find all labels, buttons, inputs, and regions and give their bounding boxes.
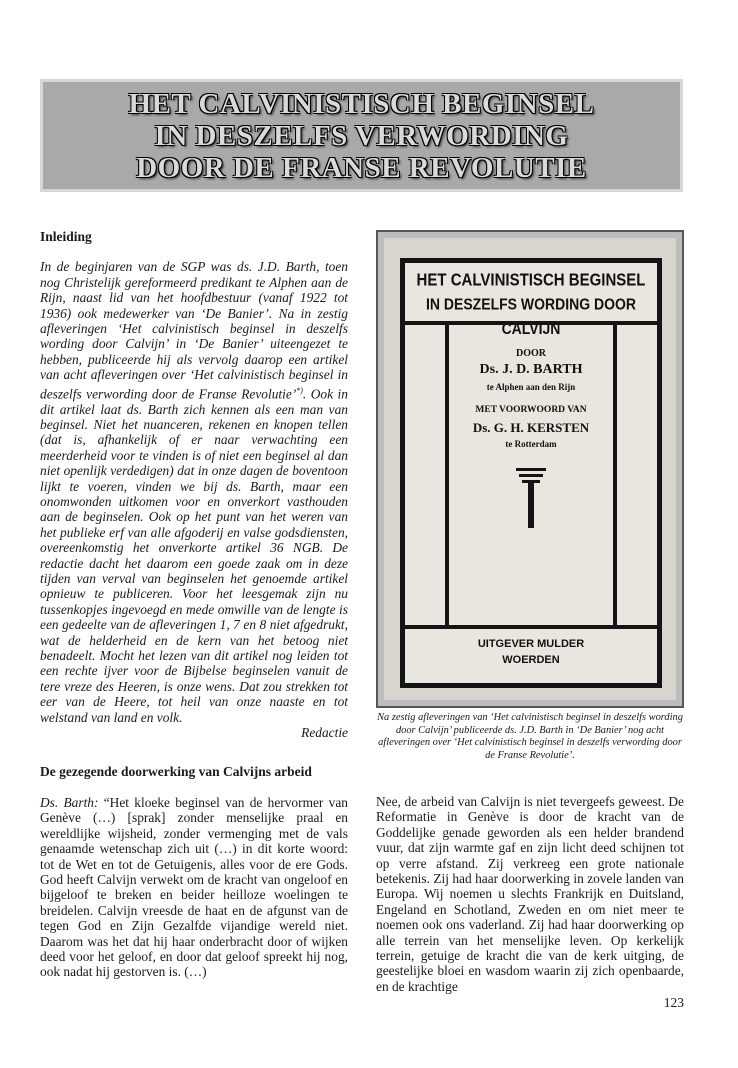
cover-title-line-2: IN DESZELFS WORDING DOOR CALVIJN <box>426 294 636 338</box>
book-cover-image <box>376 230 684 708</box>
cover-frame <box>400 258 662 688</box>
cover-title-line-1: HET CALVINISTISCH BEGINSEL <box>416 270 646 291</box>
section-heading: De gezegende doorwerking van Calvijns arbeid <box>40 764 312 780</box>
title-line-2: IN DESZELFS VERWORDING <box>154 119 569 152</box>
section-paragraph <box>40 795 348 980</box>
image-caption: Na zestig afleveringen van ‘Het calvinistisch beginsel in deszelfs wording door Calvijn’ publiceerde ds. J.D. Barth in ‘De Banier’ nog acht afleveringen over ‘Het calvinistisch beginsel in deszelfs verwording door de Franse Revolutie’. <box>377 712 683 761</box>
intro-text-part-2: . Ook in dit artikel laat ds. Barth zich kennen als een man van beginsel. Niet het nuanceren, rekenen en knopen tellen (dat is, afhankelijk of er naar verwachting een meerderheid voor te vinden is of niet een beginsel al dan niet openlijk verdedigen) dat in onze dagen de boventoon lijkt te voeren, vinden we bij ds. Barth, maar een onomwonden uitkomen voor en onverkort vasthouden aan de beginselen. Ook op het punt van het weren van het publieke erf van alle afgoderij en valse godsdiensten, overeenkomstig het onverkorte artikel 36 NGB. De redactie dacht het daarom een goede zaak om in deze tijden van verval van beginselen het genoemde artikel opnieuw te publiceren. Voor het leesgemak zijn nu tussenkopjes ingevoegd en mede omwille van de lengte is een gedeelte van de afleveringen 1, 7 en 8 niet afgedrukt, wat de helderheid en de kern van het betoog niet benadeelt. Mocht het lezen van dit artikel nog leiden tot een rechte ijver voor de Bijbelse beginselen vanuit de tere vreze des Heeren, is onze wens. Dat zou strekken tot eer van de Heere, tot heil van onze naaste en tot welstand van land en volk. <box>40 386 348 725</box>
intro-paragraph <box>40 259 348 725</box>
footnote-marker: *) <box>296 385 303 395</box>
intro-text-part-1: In de beginjaren van de SGP was ds. J.D. Barth, toen nog Christelijk gereformeerd predikant te Alphen aan de Rijn, naast lid van het hoofdbestuur (vanaf 1922 tot 1936) ook medewerker van ‘De Banier’. Na in zestig afleveringen ‘Het calvinistisch beginsel in deszelfs wording door Calvijn’ in ‘De Banier’ uiteengezet te hebben, publiceerde hij als vervolg daarop een artikel van acht afleveringen over ‘Het calvinistisch beginsel in deszelfs verwording door de Franse Revolutie’ <box>40 259 348 402</box>
pillar-ornament <box>516 468 546 528</box>
title-line-1: HET CALVINISTISCH BEGINSEL <box>128 87 595 120</box>
title-banner <box>40 79 683 192</box>
cover-foreword-place: te Rotterdam <box>505 439 557 449</box>
cover-publisher-place: WOERDEN <box>502 654 560 666</box>
right-column-text: Nee, de arbeid van Calvijn is niet tevergeefs geweest. De Reformatie in Genève is door de kracht van de Goddelijke genade geworden als een helder brandend vuur, dat zijn warmte gaf en zijn licht deed schijnen tot op verre afstand. Zij verkreeg een grote nationale betekenis. Zij had haar doorwerking in zovele landen van Europa. Wij noemen u slechts Frankrijk en Duitsland, Engeland en Schotland, Zweden en om niet meer te noemen ook ons vaderland. Zij had haar doorwerking op alle terrein van het menselijke leven. Op kerkelijk terrein, getuige de kracht die van de kerk uitging, de geestelijke bloei en wasdom waarin zij zich openbaarde, en de krachtige <box>376 794 684 994</box>
cover-author: Ds. J. D. BARTH <box>479 362 583 377</box>
left-column <box>40 229 348 980</box>
section-text: “Het kloeke beginsel van de hervormer van Genève (…) [sprak] zonder menselijke praal en wereldlijke wijsheid, zonder vermenging met de vals genaamde wetenschap zich uit (…) in dit korte woord: tot de Wet en tot de Getuigenis, alles voor de ere Gods. God heeft Calvijn verwekt om de kracht van ongeloof en bijgeloof te breken en beider heilloze woelingen te breidelen. Calvijn vreesde de haat en de afgunst van de tegen God en Zijn Gezalfde vijandige wereld niet. Daarom was het dat hij haar onderbracht door of wijken deed voor het geloof, en door dat geloof spreekt hij nog, ook nadat hij gestorven is. (…) <box>40 794 348 980</box>
cover-by: DOOR <box>516 348 546 359</box>
cover-title <box>405 268 657 340</box>
intro-heading: Inleiding <box>40 229 92 244</box>
cover-publisher: UITGEVER MULDER <box>477 638 585 650</box>
speaker-label: Ds. Barth: <box>40 794 99 810</box>
cover-foreword-author: Ds. G. H. KERSTEN <box>472 420 590 435</box>
intro-signature: Redactie <box>301 725 348 741</box>
cover-author-place: te Alphen aan den Rijn <box>486 382 576 392</box>
cover-foreword: MET VOORWOORD VAN <box>475 405 587 415</box>
page-number: 123 <box>663 995 684 1010</box>
title-line-3: DOOR DE FRANSE REVOLUTIE <box>136 151 587 184</box>
